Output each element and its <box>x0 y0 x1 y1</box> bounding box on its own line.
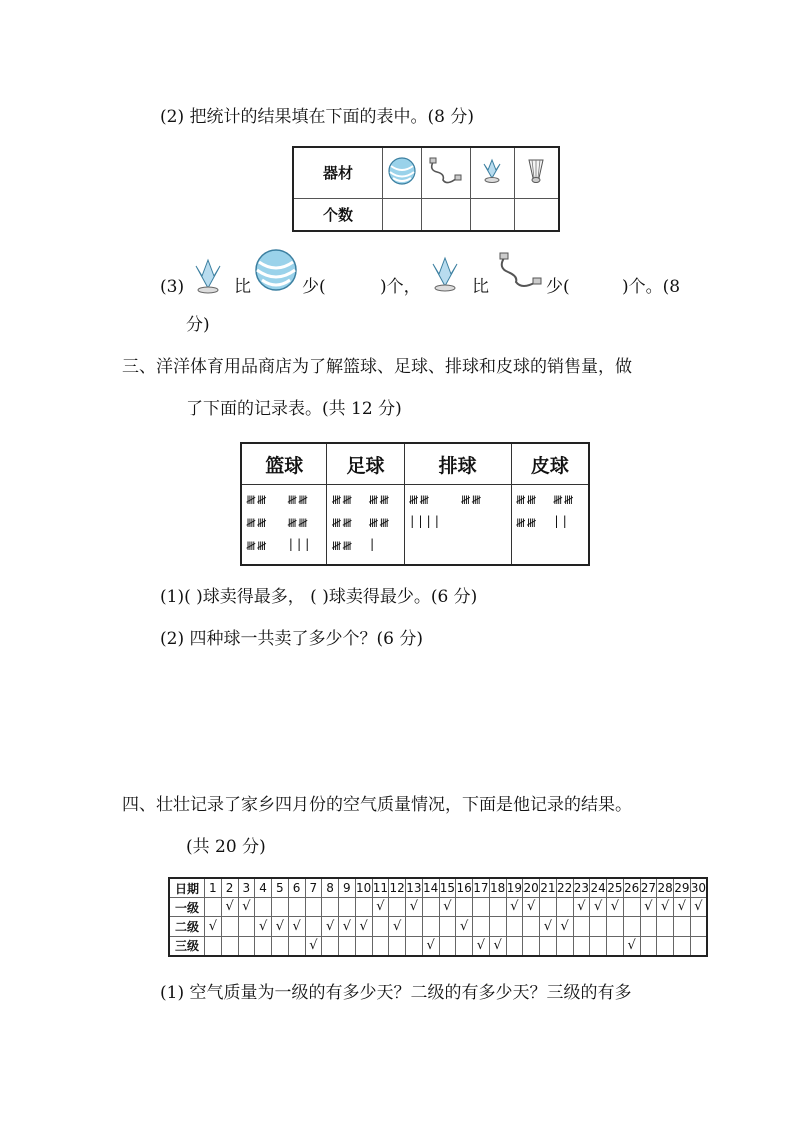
shuttlecock-icon <box>514 147 559 198</box>
day-cell: 22 <box>556 878 573 898</box>
level-cell <box>506 898 523 917</box>
level-cell <box>690 936 707 956</box>
check-mark: √ <box>208 918 218 934</box>
compare-word: 比 <box>234 277 251 297</box>
level-cell <box>540 936 557 956</box>
jump-rope-icon <box>496 252 544 292</box>
level-cell <box>272 917 289 936</box>
check-mark: √ <box>677 899 687 915</box>
shuttlecock-icon <box>424 256 466 294</box>
tally-mark: 𝍸𝍸 <box>368 516 391 530</box>
row-label: 一级 <box>169 898 205 917</box>
count-label: 个数 <box>293 198 383 231</box>
level-cell <box>238 917 255 936</box>
tally-mark: ||| <box>287 537 312 551</box>
level-cell <box>623 917 640 936</box>
header-rubber-ball: 皮球 <box>511 443 589 485</box>
day-cell: 9 <box>339 878 356 898</box>
day-cell: 25 <box>607 878 624 898</box>
level-cell <box>372 898 389 917</box>
level-cell <box>422 917 439 936</box>
tally-volleyball <box>404 485 511 566</box>
day-cell: 27 <box>640 878 657 898</box>
tally-mark: 𝍸𝍸 <box>368 493 391 507</box>
level-cell <box>556 898 573 917</box>
level-cell <box>288 936 305 956</box>
level-cell <box>272 898 289 917</box>
level-cell <box>439 936 456 956</box>
day-cell: 21 <box>540 878 557 898</box>
level-cell <box>556 917 573 936</box>
tally-mark: 𝍸𝍸 <box>460 493 483 507</box>
check-mark: √ <box>493 937 502 953</box>
level-cell <box>489 936 506 956</box>
level-cell <box>422 936 439 956</box>
check-mark: √ <box>660 899 670 915</box>
level-cell <box>221 936 238 956</box>
level-cell <box>272 936 289 956</box>
level-cell <box>339 898 356 917</box>
check-mark: √ <box>409 899 419 915</box>
check-mark: √ <box>627 937 636 953</box>
level-cell <box>473 936 490 956</box>
level-cell <box>523 917 540 936</box>
level-cell <box>556 936 573 956</box>
shuttlecock-icon <box>188 258 228 296</box>
level-row <box>169 936 707 956</box>
level-cell <box>456 898 473 917</box>
day-cell: 4 <box>255 878 272 898</box>
level-cell <box>506 936 523 956</box>
level-cell <box>205 917 222 936</box>
level-cell <box>607 917 624 936</box>
level-cell <box>473 898 490 917</box>
equipment-table <box>292 146 560 232</box>
level-cell <box>221 898 238 917</box>
level-cell <box>305 898 322 917</box>
level-cell <box>305 917 322 936</box>
level-cell <box>372 917 389 936</box>
day-cell: 29 <box>674 878 691 898</box>
level-cell <box>322 917 339 936</box>
level-cell <box>640 936 657 956</box>
level-cell <box>389 898 406 917</box>
level-cell <box>573 936 590 956</box>
tally-mark: 𝍸𝍸 <box>331 516 354 530</box>
level-cell <box>540 917 557 936</box>
level-cell <box>355 936 372 956</box>
level-cell <box>573 898 590 917</box>
question-2-3-num: (3) <box>160 277 185 297</box>
level-cell <box>238 898 255 917</box>
tally-rubber-ball <box>511 485 589 566</box>
air-quality-table <box>168 877 708 957</box>
level-cell <box>540 898 557 917</box>
level-cell <box>439 898 456 917</box>
question-2-2: (2) 把统计的结果填在下面的表中。(8 分) <box>160 107 474 127</box>
question-3-1: (1)( )球卖得最多， ( )球卖得最少。(6 分) <box>160 587 478 607</box>
level-cell <box>439 917 456 936</box>
level-cell <box>674 917 691 936</box>
day-cell: 23 <box>573 878 590 898</box>
check-mark: √ <box>359 918 368 934</box>
level-cell <box>657 898 674 917</box>
day-cell: 28 <box>657 878 674 898</box>
tally-mark: 𝍸𝍸 <box>287 493 309 507</box>
check-mark: √ <box>426 937 435 953</box>
question-3-2: (2) 四种球一共卖了多少个？(6 分) <box>160 629 423 649</box>
day-cell: 11 <box>372 878 389 898</box>
tally-mark: 𝍸𝍸 <box>331 539 354 553</box>
check-mark: √ <box>694 899 703 915</box>
level-cell <box>590 917 607 936</box>
day-cell: 7 <box>305 878 322 898</box>
level-cell <box>657 917 674 936</box>
level-cell <box>506 917 523 936</box>
unit-close: )个。(8 <box>622 277 681 297</box>
check-mark: √ <box>443 899 452 915</box>
check-mark: √ <box>342 918 352 934</box>
tally-mark: || <box>552 514 570 528</box>
day-cell: 10 <box>355 878 372 898</box>
count-cell[interactable] <box>514 198 559 231</box>
level-cell <box>288 898 305 917</box>
day-cell: 12 <box>389 878 406 898</box>
level-cell <box>355 898 372 917</box>
level-cell <box>690 917 707 936</box>
row-label: 三级 <box>169 936 205 956</box>
date-row <box>169 878 707 898</box>
question-4-1: (1) 空气质量为一级的有多少天？二级的有多少天？三级的有多 <box>160 983 632 1003</box>
level-cell <box>238 936 255 956</box>
level-cell <box>590 936 607 956</box>
tally-mark: 𝍸𝍸 <box>246 493 268 507</box>
level-cell <box>456 936 473 956</box>
compare-word: 比 <box>472 277 489 297</box>
section-4-title: 四、壮壮记录了家乡四月份的空气质量情况，下面是他记录的结果。 <box>122 795 632 815</box>
day-cell: 5 <box>272 878 289 898</box>
level-cell <box>322 936 339 956</box>
tally-mark: 𝍸𝍸 <box>287 516 309 530</box>
level-cell <box>288 917 305 936</box>
level-cell <box>674 898 691 917</box>
ball-tally-table <box>240 442 590 566</box>
ball-icon <box>254 248 298 292</box>
level-cell <box>205 936 222 956</box>
header-football: 足球 <box>327 443 404 485</box>
count-cell[interactable] <box>470 198 514 231</box>
check-mark: √ <box>242 899 251 915</box>
ball-icon <box>383 147 422 198</box>
header-volleyball: 排球 <box>404 443 511 485</box>
section-3-title-cont: 了下面的记录表。(共 12 分) <box>186 399 402 419</box>
level-cell <box>573 917 590 936</box>
level-cell <box>406 917 423 936</box>
shuttlecock-icon <box>470 147 514 198</box>
check-mark: √ <box>325 918 335 934</box>
equipment-label: 器材 <box>293 147 383 198</box>
day-cell: 17 <box>473 878 490 898</box>
check-mark: √ <box>376 899 385 915</box>
day-cell: 15 <box>439 878 456 898</box>
check-mark: √ <box>644 899 653 915</box>
tally-mark: 𝍸𝍸 <box>331 493 354 507</box>
day-cell: 30 <box>690 878 707 898</box>
tally-mark: 𝍸𝍸 <box>246 516 268 530</box>
day-cell: 26 <box>623 878 640 898</box>
day-cell: 1 <box>205 878 222 898</box>
row-label: 二级 <box>169 917 205 936</box>
level-cell <box>489 898 506 917</box>
day-cell: 20 <box>523 878 540 898</box>
day-cell: 6 <box>288 878 305 898</box>
level-cell <box>255 917 272 936</box>
level-cell <box>406 898 423 917</box>
day-cell: 18 <box>489 878 506 898</box>
count-cell[interactable] <box>383 198 422 231</box>
level-cell <box>205 898 222 917</box>
tally-mark: 𝍸𝍸 <box>515 493 538 507</box>
jump-rope-icon <box>421 147 470 198</box>
level-cell <box>221 917 238 936</box>
tally-mark: 𝍸𝍸 <box>552 493 575 507</box>
check-mark: √ <box>225 899 234 915</box>
less-open: 少( <box>546 277 570 297</box>
day-cell: 19 <box>506 878 523 898</box>
level-cell <box>674 936 691 956</box>
section-4-title-cont: (共 20 分) <box>186 837 266 857</box>
level-cell <box>640 917 657 936</box>
level-cell <box>489 917 506 936</box>
level-cell <box>406 936 423 956</box>
score-cont: 分) <box>186 315 210 335</box>
level-cell <box>355 917 372 936</box>
check-mark: √ <box>392 918 402 934</box>
level-cell <box>339 936 356 956</box>
level-row <box>169 898 707 917</box>
level-row <box>169 917 707 936</box>
check-mark: √ <box>258 918 268 934</box>
check-mark: √ <box>610 899 620 915</box>
level-cell <box>607 936 624 956</box>
level-cell <box>305 936 322 956</box>
level-cell <box>473 917 490 936</box>
check-mark: √ <box>560 918 569 934</box>
check-mark: √ <box>577 899 586 915</box>
level-cell <box>255 936 272 956</box>
level-cell <box>623 898 640 917</box>
day-cell: 13 <box>406 878 423 898</box>
level-cell <box>657 936 674 956</box>
level-cell <box>590 898 607 917</box>
tally-mark: | <box>368 537 377 551</box>
level-cell <box>389 936 406 956</box>
level-cell <box>607 898 624 917</box>
check-mark: √ <box>309 937 318 953</box>
level-cell <box>690 898 707 917</box>
level-cell <box>389 917 406 936</box>
level-cell <box>523 898 540 917</box>
tally-mark: 𝍸𝍸 <box>408 493 431 507</box>
count-cell[interactable] <box>421 198 470 231</box>
day-cell: 2 <box>221 878 238 898</box>
header-basketball: 篮球 <box>241 443 327 485</box>
check-mark: √ <box>476 937 486 953</box>
check-mark: √ <box>543 918 553 934</box>
check-mark: √ <box>275 918 285 934</box>
level-cell <box>339 917 356 936</box>
level-cell <box>623 936 640 956</box>
level-cell <box>372 936 389 956</box>
level-cell <box>523 936 540 956</box>
check-mark: √ <box>459 918 469 934</box>
level-cell <box>640 898 657 917</box>
level-cell <box>322 898 339 917</box>
check-mark: √ <box>593 899 603 915</box>
day-cell: 16 <box>456 878 473 898</box>
level-cell <box>456 917 473 936</box>
tally-mark: |||| <box>408 514 442 528</box>
tally-football <box>327 485 404 566</box>
section-3-title: 三、洋洋体育用品商店为了解篮球、足球、排球和皮球的销售量，做 <box>122 357 632 377</box>
row-label: 日期 <box>169 878 205 898</box>
check-mark: √ <box>510 899 519 915</box>
level-cell <box>255 898 272 917</box>
day-cell: 8 <box>322 878 339 898</box>
less-open: 少( <box>302 277 326 297</box>
day-cell: 24 <box>590 878 607 898</box>
tally-basketball <box>241 485 327 566</box>
day-cell: 14 <box>422 878 439 898</box>
unit-close: )个， <box>380 277 421 297</box>
tally-mark: 𝍸𝍸 <box>515 516 538 530</box>
level-cell <box>422 898 439 917</box>
day-cell: 3 <box>238 878 255 898</box>
check-mark: √ <box>526 899 536 915</box>
check-mark: √ <box>292 918 301 934</box>
tally-mark: 𝍸𝍸 <box>246 539 268 553</box>
